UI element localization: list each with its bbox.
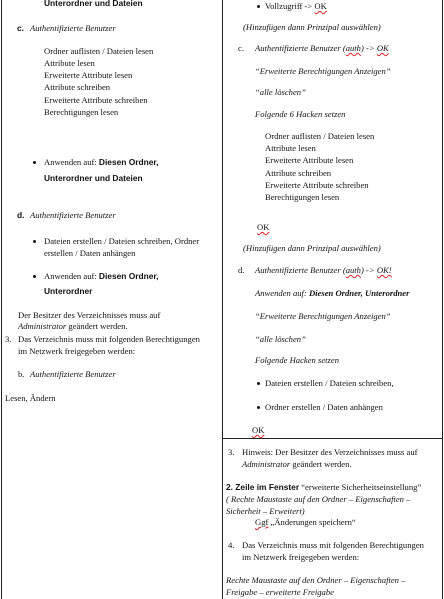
left-top-continuation: Unterordner und Dateien <box>44 0 143 8</box>
right-cell-divider <box>222 438 442 439</box>
right-bullet1: Dateien erstellen / Dateien schreiben, <box>265 378 394 388</box>
left-apply2-line1 <box>44 271 158 282</box>
bullet-icon <box>33 240 36 243</box>
right-perm-5: Erweiterte Attribute schreiben <box>265 180 369 190</box>
right-perm-4: Attribute schreiben <box>265 168 332 178</box>
right-item4-line2: im Netzwerk freigegeben werden: <box>242 552 360 562</box>
right-rechte-line2: Freigabe – erweiterte Freigabe <box>226 587 334 597</box>
d-ok: OK! <box>376 265 392 275</box>
right-item3-line2 <box>242 459 352 470</box>
right-c-letter: c. <box>238 43 244 53</box>
right-item3-line1: Hinweis: Der Besitzer des Verzeichnisses muss auf <box>242 447 418 457</box>
right-bullet2: Ordner erstellen / Daten anhängen <box>265 402 383 412</box>
right-hinzu2: (Hinzufügen dann Prinzipal auswählen) <box>243 243 381 253</box>
bullet-icon <box>33 161 36 164</box>
d-label-auth: auth <box>345 265 361 275</box>
right-ok-alone2: OK <box>252 425 265 435</box>
left-perm-3: Erweiterte Attribute lesen <box>44 70 133 80</box>
left-item3-line2: im Netzwerk freigegeben werden: <box>18 346 136 356</box>
left-d-label: Authentifizierte Benutzer <box>30 210 116 220</box>
ggf-rest: „Änderungen speichern“ <box>270 517 356 527</box>
c-label-post: ) -> <box>360 43 375 53</box>
right-alle1: “alle löschen” <box>255 87 306 97</box>
right-erw1: “Erweiterte Berechtigungen Anzeigen” <box>255 66 391 76</box>
left-perm-6: Berechtigungen lesen <box>44 107 119 117</box>
item2-rest: geändert werden. <box>68 321 128 331</box>
left-item3-line1: Das Verzeichnis muss mit folgenden Berechtigungen <box>18 334 200 344</box>
c-label-pre: Authentifizierte Benutzer ( <box>255 43 346 53</box>
right-perm-1: Ordner auflisten / Dateien lesen <box>265 131 375 141</box>
right-perm-3: Erweiterte Attribute lesen <box>265 155 354 165</box>
left-perm-1: Ordner auflisten / Dateien lesen <box>44 46 154 56</box>
table-border-right <box>442 0 443 599</box>
c-label-auth: auth <box>345 43 361 53</box>
bullet-icon <box>257 406 260 409</box>
right-zeile-line3: Sicherheit – Erweitert) <box>226 506 305 516</box>
d-label-pre: Authentifizierte Benutzer ( <box>255 265 346 275</box>
table-column-divider <box>222 0 223 599</box>
ggf-word: Ggf <box>255 517 269 527</box>
left-d-letter: d. <box>17 210 25 220</box>
right-perm-6: Berechtigungen lesen <box>265 192 340 202</box>
left-apply1-line2: Unterordner und Dateien <box>44 173 143 183</box>
apply1-bold: Diesen Ordner, <box>98 157 159 167</box>
left-item3-num: 3. <box>5 334 12 344</box>
left-perm-4: Attribute schreiben <box>44 82 111 92</box>
item2-admin: Administrator <box>18 321 67 331</box>
right-ggf <box>255 517 356 528</box>
left-item2-line1: Der Besitzer des Verzeichnisses muss auf <box>18 310 161 320</box>
vollzugriff-prefix: Vollzugriff -> <box>265 1 313 11</box>
right-d-letter: d. <box>238 265 245 275</box>
left-d-item1-line1: Dateien erstellen / Dateien schreiben, Ordner <box>44 236 200 246</box>
left-d-item1-line2: erstellen / Daten anhängen <box>44 248 136 258</box>
item3-admin: Administrator <box>242 459 291 469</box>
table-border-left <box>1 0 2 599</box>
right-alle2: “alle löschen” <box>255 334 306 344</box>
right-zeile-line1 <box>226 482 421 493</box>
apply1-prefix: Anwenden auf: <box>44 157 97 167</box>
apply2-bold: Diesen Ordner, <box>98 271 159 281</box>
right-erw2: “Erweiterte Berechtigungen Anzeigen” <box>255 311 391 321</box>
vollzugriff-ok: OK <box>314 1 327 11</box>
zeile-bold: 2. Zeile im Fenster <box>226 482 300 492</box>
left-item2-line2 <box>18 321 128 332</box>
item3-rest: geändert werden. <box>292 459 352 469</box>
right-ok-alone1: OK <box>257 222 270 232</box>
right-vollzugriff <box>265 1 327 12</box>
anwenden-prefix: Anwenden auf: <box>255 288 307 298</box>
left-perm-2: Attribute lesen <box>44 58 95 68</box>
bullet-icon <box>257 5 260 8</box>
left-b-letter: b. <box>18 369 25 379</box>
d-label-post: ) -> <box>360 265 375 275</box>
right-d-label <box>255 265 392 276</box>
c-ok: OK <box>376 43 389 53</box>
left-apply2-line2: Unterordner <box>44 286 93 296</box>
right-item4-line1: Das Verzeichnis muss mit folgenden Berechtigungen <box>242 540 424 550</box>
right-item4-num: 4. <box>228 540 235 550</box>
left-c-letter: c. <box>17 23 24 33</box>
bullet-icon <box>257 382 260 385</box>
left-c-label: Authentifizierte Benutzer <box>30 23 116 33</box>
zeile-rest: “erweiterte Sicherheitseinstellung” <box>301 482 422 492</box>
right-folgende: Folgende Hacken setzen <box>255 355 339 365</box>
bullet-icon <box>33 275 36 278</box>
right-anwenden <box>255 288 409 299</box>
right-item3-num: 3. <box>228 447 235 457</box>
left-b-label: Authentifizierte Benutzer <box>30 369 116 379</box>
left-apply1-line1 <box>44 157 158 168</box>
left-lesen: Lesen, Ändern <box>5 393 56 403</box>
right-zeile-line2: ( Rechte Maustaste auf den Ordner – Eigenschaften – <box>226 494 411 504</box>
anwenden-bold: Diesen Ordner, Unterordner <box>308 288 410 298</box>
apply2-prefix: Anwenden auf: <box>44 271 97 281</box>
right-perm-2: Attribute lesen <box>265 143 316 153</box>
right-folgende6: Folgende 6 Hacken setzen <box>255 109 346 119</box>
left-perm-5: Erweiterte Attribute schreiben <box>44 95 148 105</box>
right-hinzu1: (Hinzufügen dann Prinzipal auswählen) <box>243 22 381 32</box>
right-c-label <box>255 43 389 54</box>
right-rechte-line1: Rechte Maustaste auf den Ordner – Eigenschaften – <box>226 575 406 585</box>
